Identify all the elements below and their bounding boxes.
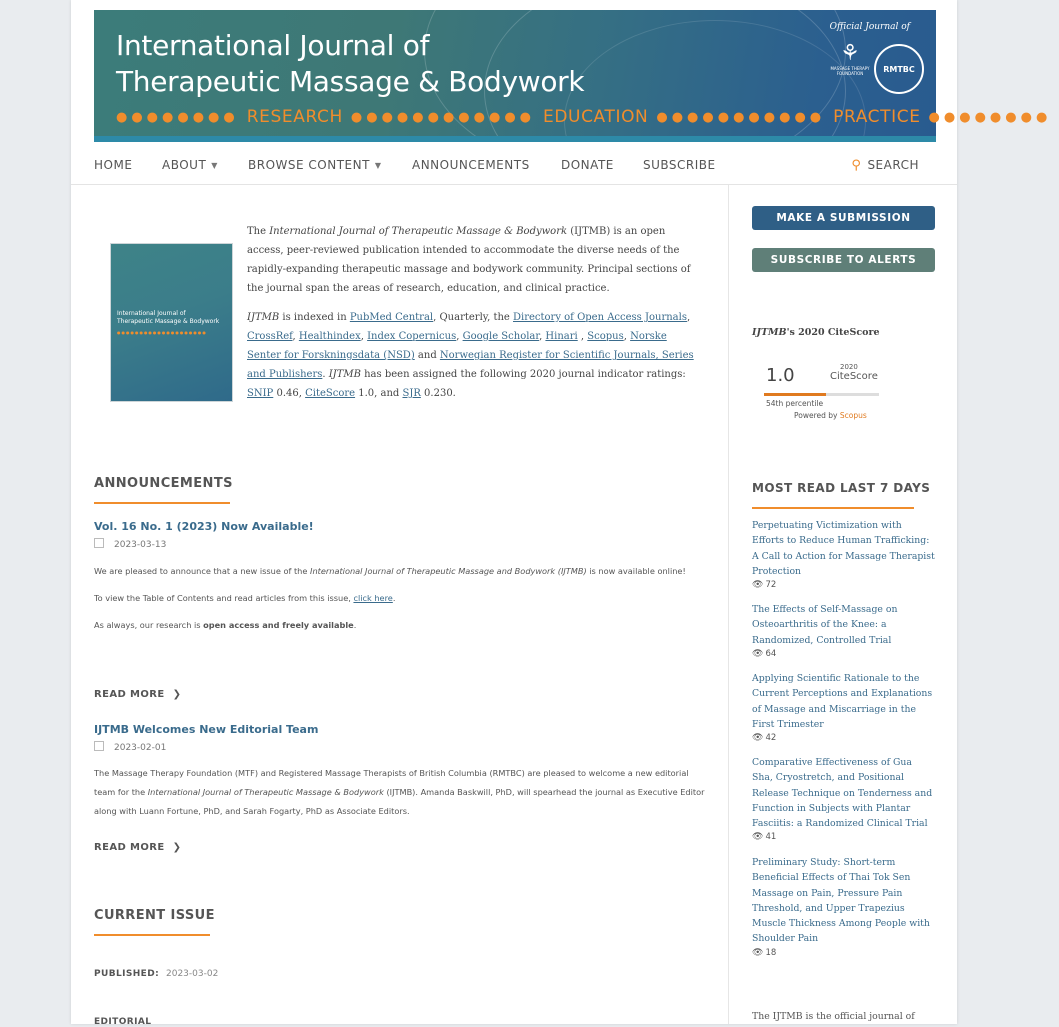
chevron-right-icon: ❯ (172, 842, 182, 853)
link-index-copernicus[interactable]: Index Copernicus (367, 331, 457, 342)
citescore-title-text: 's 2020 CiteScore (786, 327, 880, 338)
editorial-section-heading: EDITORIAL (94, 1017, 152, 1027)
announcements-heading-text: ANNOUNCEMENTS (94, 476, 233, 491)
eye-icon: 👁 (752, 580, 764, 591)
powered-by-text: Powered by (794, 411, 840, 420)
journal-name: International Journal of Therapeutic Massage & Bodywork (269, 226, 568, 237)
cover-title (117, 310, 219, 326)
view-count-value: 41 (765, 832, 777, 843)
published-label: PUBLISHED: (94, 969, 160, 979)
view-count-value: 18 (765, 947, 777, 958)
nav-subscribe[interactable]: SUBSCRIBE (643, 158, 716, 172)
most-read-heading-text: MOST READ LAST 7 DAYS (752, 481, 931, 495)
most-read-item (752, 855, 935, 958)
announcement-date-text: 2023-03-13 (114, 540, 167, 550)
link-doaj[interactable]: Directory of Open Access Journals (513, 312, 687, 323)
main-nav (71, 142, 957, 185)
tagline-research: RESEARCH (246, 107, 343, 127)
body-text: To view the Table of Contents and read articles from this issue, (94, 593, 354, 603)
link-nsd[interactable]: Norske Senter for Forskningsdata (NSD) (247, 331, 667, 361)
current-issue-heading (94, 908, 215, 923)
open-access-emphasis: open access and freely available (203, 620, 354, 630)
citescore-label: CiteScore (830, 371, 878, 382)
nav-search-label: SEARCH (867, 158, 919, 172)
citescore-value: 1.0 (766, 365, 795, 386)
view-count-value: 64 (765, 648, 777, 659)
about-text: has been assigned the following 2020 journal indicator ratings: (360, 369, 686, 380)
mtf-figure-icon: ⚘ (840, 41, 860, 66)
article-title-link[interactable]: The Effects of Self-Massage on Osteoarthritis of the Knee: a Randomized, Controlled Trial (752, 604, 898, 646)
about-paragraph (247, 222, 702, 298)
link-sjr[interactable]: SJR (402, 388, 421, 399)
heading-underline (94, 934, 210, 936)
sidebar-divider (728, 185, 729, 1024)
journal-banner[interactable] (94, 10, 1052, 142)
journal-about (247, 222, 702, 413)
article-title-link[interactable]: Preliminary Study: Short-term Beneficial Effects of Thai Tok Sen Massage on Pain, Pressure Pain Threshold, and Upper Trapezius Muscle Thickness Among People with Shoulder Pain (752, 857, 930, 945)
heading-underline (94, 502, 230, 504)
nav-browse-label: BROWSE CONTENT (248, 158, 370, 172)
body-text: As always, our research is (94, 620, 204, 630)
announcement-paragraph (94, 764, 706, 821)
journal-cover-image[interactable] (110, 243, 233, 402)
nav-home[interactable]: HOME (94, 158, 133, 172)
heading-underline (752, 507, 914, 509)
journal-abbr: IJTMB (328, 369, 361, 380)
link-google-scholar[interactable]: Google Scholar (462, 331, 540, 342)
published-date: 2023-03-02 (166, 969, 219, 979)
body-text: The Massage Therapy Foundation (MTF) and Registered Massage Therapists of British Columbia (RMTBC) are pleased to welcome a new editorial team for the (94, 768, 689, 797)
most-read-item (752, 518, 935, 590)
nav-announcements[interactable]: ANNOUNCEMENTS (412, 158, 530, 172)
view-count (752, 733, 935, 743)
citescore-value: 1.0, and (355, 388, 403, 399)
announcement-date (94, 741, 166, 753)
caret-down-icon: ▼ (211, 161, 218, 170)
journal-title (116, 28, 584, 100)
most-read-item (752, 671, 935, 743)
journal-title-line2: Therapeutic Massage & Bodywork (116, 65, 585, 98)
chevron-right-icon: ❯ (172, 689, 182, 700)
body-text: . (392, 593, 396, 603)
most-read-item (752, 602, 935, 659)
dots-decoration: ●●●●●●●● (116, 109, 239, 125)
link-crossref[interactable]: CrossRef (247, 331, 293, 342)
announcement-paragraph (94, 562, 706, 581)
body-text: We are pleased to announce that a new issue of the (94, 566, 311, 576)
announcement-body (94, 764, 706, 829)
view-count (752, 832, 935, 842)
announcement-title[interactable]: Vol. 16 No. 1 (2023) Now Available! (94, 520, 314, 533)
article-title-link[interactable]: Applying Scientific Rationale to the Current Perceptions and Explanations of Massage and Miscarriage in the First Trimester (752, 673, 933, 730)
nav-about-label: ABOUT (162, 158, 207, 172)
citescore-title (752, 327, 880, 338)
about-text: (IJTMB) is an open access, peer-reviewed publication intended to accommodate the diverse needs of the rapidly-expanding therapeutic massage and bodywork community. Principal sections of the journal span the areas of research, education, and clinical practice. (247, 226, 691, 294)
body-text: is now available online! (586, 566, 686, 576)
about-text: . (322, 369, 329, 380)
caret-down-icon: ▼ (374, 161, 382, 170)
journal-abbr: IJTMB (752, 327, 787, 338)
citescore-widget[interactable] (764, 357, 884, 427)
journal-tagline (116, 106, 1059, 128)
sjr-value: 0.230. (420, 388, 456, 399)
percentile-bar-fill (764, 393, 826, 396)
separator: , (577, 331, 588, 342)
about-text: is indexed in (279, 312, 350, 323)
current-issue-heading-text: CURRENT ISSUE (94, 908, 215, 923)
about-text: , Quarterly, the (433, 312, 513, 323)
journal-abbr: IJTMB (247, 312, 280, 323)
cover-title-line1: International Journal of (117, 310, 186, 317)
article-title-link[interactable]: Comparative Effectiveness of Gua Sha, Cryostretch, and Positional Release Technique on Tenderness and Function in Subjects with Plantar Fasciitis: a Randomized Clinical Trial (752, 757, 933, 830)
about-text: and (414, 350, 440, 361)
search-icon: ⚲ (851, 158, 862, 173)
tagline-practice: PRACTICE (833, 107, 921, 127)
dots-decoration: ●●●●●●●●●●● (656, 109, 826, 125)
view-count (752, 649, 935, 659)
link-citescore[interactable]: CiteScore (305, 388, 356, 399)
eye-icon: 👁 (752, 733, 764, 744)
subscribe-alerts-button[interactable]: SUBSCRIBE TO ALERTS (752, 248, 935, 272)
nav-browse-content[interactable] (248, 158, 382, 172)
read-more-label: READ MORE (94, 842, 165, 853)
most-read-item (752, 755, 935, 842)
citescore-year: 2020 (840, 363, 858, 371)
official-journal-label: Official Journal of (829, 22, 910, 32)
cover-dots-decoration: ●●●●●●●●●●●●●●●●●●●● (117, 330, 207, 335)
page (71, 0, 1052, 1027)
nav-search[interactable] (851, 158, 919, 173)
announcement-paragraph (94, 589, 706, 608)
link-hinari[interactable]: Hinari (545, 331, 578, 342)
rmtbc-logo: RMTBC (874, 44, 924, 94)
announcement-date (94, 538, 166, 550)
dots-decoration: ●●●●●●●●●●●● (350, 109, 536, 125)
dots-decoration: ●●●●●●●● (928, 109, 1052, 125)
announcements-heading (94, 476, 233, 491)
announcement-body (94, 562, 706, 643)
eye-icon: 👁 (752, 832, 764, 843)
announcement-date-text: 2023-02-01 (114, 743, 167, 753)
separator: , (623, 331, 631, 342)
separator: , (360, 331, 368, 342)
journal-name: International Journal of Therapeutic Massage and Bodywork (IJTMB) (310, 566, 587, 576)
mtf-logo (830, 42, 870, 86)
nav-about[interactable] (162, 158, 218, 172)
click-here-link[interactable]: click here (353, 593, 393, 603)
calendar-icon (94, 538, 104, 548)
body-text: (IJTMB). Amanda Baskwill, PhD, will spearhead the journal as Executive Editor along with Luann Fortune, PhD, and Sarah Fogarty, PhD as Associate Editors. (94, 787, 705, 816)
view-count-value: 42 (765, 733, 777, 744)
link-norwegian-register[interactable]: Norwegian Register for Scientific Journals, Series and Publishers (247, 350, 694, 380)
separator: , (539, 331, 546, 342)
read-more-link[interactable] (94, 842, 181, 853)
powered-by (794, 411, 867, 420)
about-text: The (247, 226, 270, 237)
view-count (752, 580, 935, 590)
link-pubmed-central[interactable]: PubMed Central (349, 312, 434, 323)
cover-title-line2: Therapeutic Massage & Bodywork (117, 318, 220, 325)
nav-donate[interactable]: DONATE (561, 158, 614, 172)
make-submission-button[interactable]: MAKE A SUBMISSION (752, 206, 935, 230)
tagline-education: EDUCATION (543, 107, 649, 127)
separator: , (686, 312, 691, 323)
link-scopus[interactable]: Scopus (587, 331, 624, 342)
eye-icon: 👁 (752, 648, 764, 659)
separator: , (456, 331, 463, 342)
journal-title-line1: International Journal of (116, 29, 430, 62)
snip-value: 0.46, (273, 388, 306, 399)
announcement-paragraph (94, 616, 706, 635)
eye-icon: 👁 (752, 947, 764, 958)
journal-name: International Journal of Therapeutic Massage & Bodywork (147, 787, 384, 797)
read-more-label: READ MORE (94, 689, 165, 700)
calendar-icon (94, 741, 104, 751)
link-healthindex[interactable]: Healthindex (298, 331, 361, 342)
announcement-title[interactable]: IJTMB Welcomes New Editorial Team (94, 723, 319, 736)
indexing-paragraph (247, 308, 702, 403)
mtf-logo-text: MASSAGE THERAPY FOUNDATION (830, 66, 870, 76)
percentile-text: 54th percentile (766, 399, 824, 408)
scopus-link[interactable]: Scopus (839, 411, 867, 420)
most-read-heading (752, 481, 930, 495)
link-snip[interactable]: SNIP (247, 388, 274, 399)
view-count (752, 948, 935, 958)
official-journal-note: The IJTMB is the official journal of (752, 1011, 915, 1022)
read-more-link[interactable] (94, 689, 181, 700)
view-count-value: 72 (765, 580, 777, 591)
body-text: . (353, 620, 357, 630)
percentile-bar (764, 393, 879, 396)
separator: , (292, 331, 299, 342)
article-title-link[interactable]: Perpetuating Victimization with Efforts to Reduce Human Trafficking: A Call to Action for Massage Therapist Protection (752, 520, 935, 577)
